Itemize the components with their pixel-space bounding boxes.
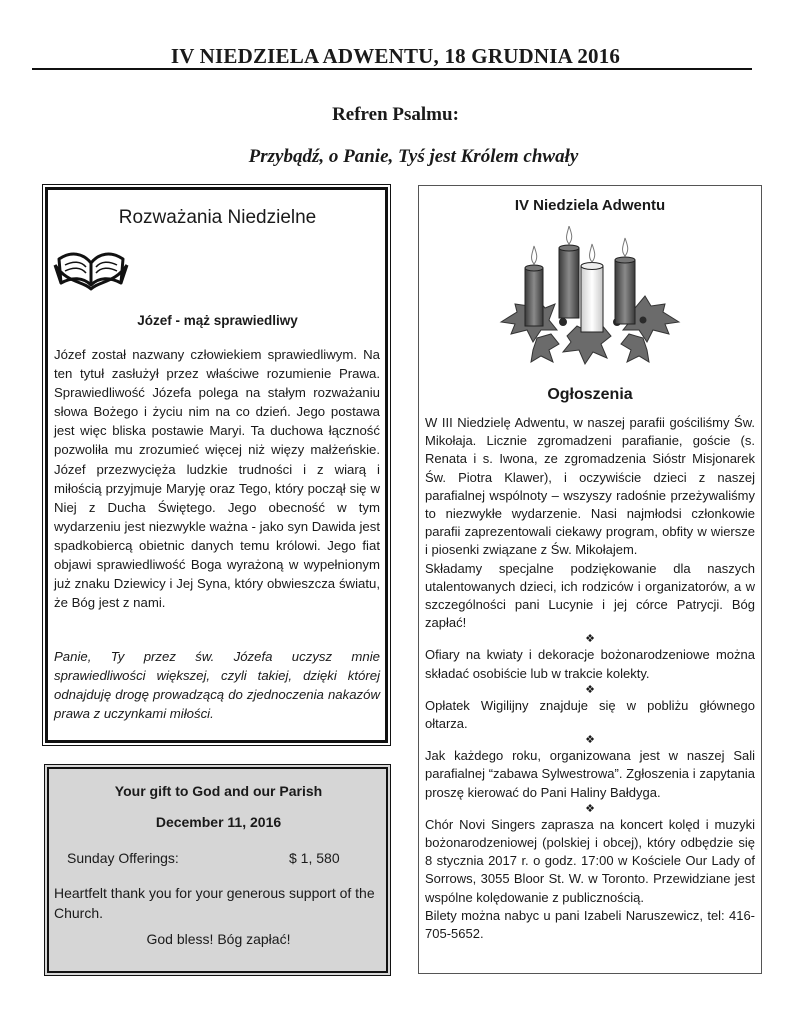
gift-blessing: God bless! Bóg zapłać! (146, 931, 291, 947)
reflection-panel (42, 184, 391, 746)
gift-thanks: Heartfelt thank you for your generous support of the Church. (54, 885, 375, 921)
reflection-body: Józef został nazwany człowiekiem sprawiedliwym. Na ten tytuł zasłużył przez właściwe rozumienie Prawa. Sprawiedliwość Józefa polega na stałym rozważaniu słowa Bożego i życiu nim na co dzień. Jego postawa jest więc bliska postawie Maryi. Ta duchowa łączność pozwoliła mu zrozumieć więcej niż więzy małżeńskie. Józef przezwycięża ludzkie trudności i z wiarą i miłością przyjmuje Maryję oraz Tego, który począł się w Niej z Ducha Świętego. Jego obecność w tym wydarzeniu jest niezwykle ważna - jako syn Dawida jest spadkobiercą obietnic danych temu królowi. Jego fiat objawi sprawiedliwość Boga wyrażoną w wypełnionym już znaku Dziewicy i Jej Syna, który obwieszcza światu, że Bóg jest z nami. (54, 347, 380, 611)
notice-item: W III Niedzielę Adwentu, w naszej parafii gościliśmy Św. Mikołaja. Licznie zgromadzeni parafianie, goście (s. Renata i s. Iwona, ze zgromadzenia Sióstr Misjonarek Św. Piotra Klawer), i oczywiście dzieci z naszej parafialnej wspólnoty – wszyszy radośnie przeżywaliśmy to niezwykłe wydarzenie. Nasi najmłodsi członkowie parafii zaprezentowali ciekawy program, obfity w wiersze i piosenki związane z Św. Mikołajem. (425, 415, 755, 558)
notice-item: Chór Novi Singers zaprasza na koncert kolęd i muzyki bożonarodzeniowej (polskiej i obcej), który odbędzie się 8 stycznia 2017 r. o godz. 17:00 w Kościele Our Lady of Sorrows, 3055 Bloor St. W. w Toronto. Przewidziane jest wspólne kolędowanie z publicznością. (425, 816, 755, 905)
notice-item: Jak każdego roku, organizowana jest w naszej Sali parafialnej “zabawa Sylwestrowa”. Zgłoszenia i zapytania proszę kierować do Pani Haliny Bałdyga. (425, 748, 755, 800)
notices-list (425, 414, 755, 943)
gift-panel (44, 764, 391, 976)
advent-panel (418, 185, 762, 974)
offering-label: Sunday Offerings: (67, 850, 179, 866)
diamond-separator-icon: ❖ (585, 802, 595, 815)
psalm-heading: Refren Psalmu: (332, 104, 459, 125)
advent-wreath-icon (497, 226, 683, 366)
notice-item: Składamy specjalne podziękowanie dla naszych utalentowanych dzieci, ich rodziców i organizatorów, a w szczególności pani Lucynie i jej córce Patrycji. Bóg zapłać! (425, 560, 755, 631)
diamond-separator-icon: ❖ (585, 734, 595, 747)
reflection-subtitle: Józef - mąż sprawiedliwy (137, 313, 298, 328)
open-book-icon (53, 243, 129, 295)
page-title: IV NIEDZIELA ADWENTU, 18 GRUDNIA 2016 (170, 44, 621, 68)
gift-date: December 11, 2016 (155, 814, 282, 830)
notice-item: Opłatek Wigilijny znajduje się w pobliżu głównego ołtarza. (425, 697, 755, 732)
header-divider (32, 68, 752, 70)
reflection-title: Rozważania Niedzielne (118, 207, 317, 228)
diamond-separator-icon: ❖ (585, 683, 595, 696)
psalm-refrain: Przybądź, o Panie, Tyś jest Królem chwały (248, 146, 579, 167)
advent-title: IV Niedziela Adwentu (514, 197, 666, 214)
reflection-prayer: Panie, Ty przez św. Józefa uczysz mnie sprawiedliwości większej, czyli takiej, dzięki której odnajduję drogę prowadzącą do zjednoczenia nakazów prawa z uczynkami miłości. (54, 649, 380, 722)
gift-title: Your gift to God and our Parish (114, 783, 323, 799)
offering-amount: $ 1, 580 (289, 850, 340, 866)
notices-title: Ogłoszenia (547, 386, 633, 403)
notice-item: Ofiary na kwiaty i dekoracje bożonarodzeniowe można składać osobiście lub w trakcie kolekty. (425, 647, 755, 681)
diamond-separator-icon: ❖ (585, 633, 595, 646)
notice-item: Bilety można nabyc u pani Izabeli Naruszewicz, tel: 416-705-5652. (425, 907, 755, 942)
